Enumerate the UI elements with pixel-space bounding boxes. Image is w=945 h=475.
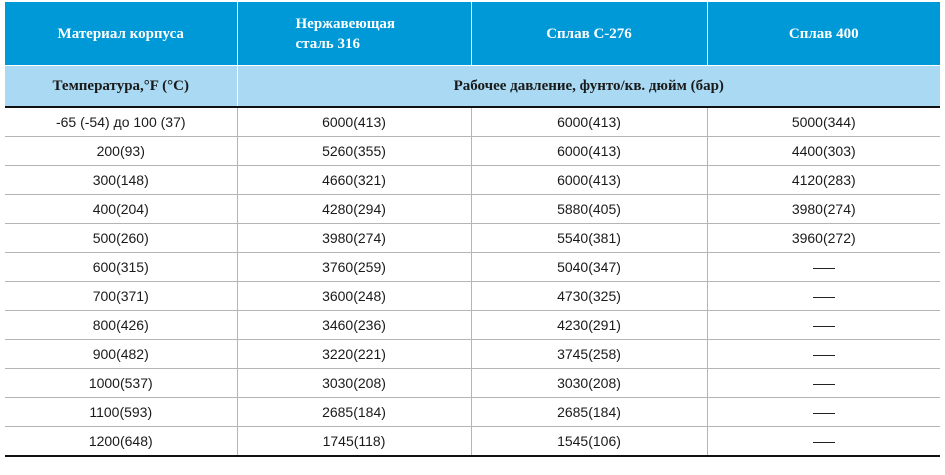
cell-temperature: -65 (-54) до 100 (37) <box>5 107 237 137</box>
header-ss-line1: Нержавеющая <box>295 15 396 32</box>
cell-temperature: 900(482) <box>5 340 237 369</box>
cell-alloy-400: 3960(272) <box>707 224 940 253</box>
cell-alloy-400: 4120(283) <box>707 166 940 195</box>
cell-stainless-316: 2685(184) <box>237 398 471 427</box>
cell-stainless-316: 5260(355) <box>237 137 471 166</box>
subheader-pressure: Рабочее давление, фунто/кв. дюйм (бар) <box>237 66 940 108</box>
cell-stainless-316: 3030(208) <box>237 369 471 398</box>
cell-alloy-c276: 1545(106) <box>471 427 707 457</box>
not-applicable-dash <box>813 268 835 269</box>
table-row <box>5 253 940 282</box>
not-applicable-dash <box>813 326 835 327</box>
subheader-row <box>5 66 940 108</box>
table-row <box>5 107 940 137</box>
cell-stainless-316: 4660(321) <box>237 166 471 195</box>
cell-alloy-c276: 4230(291) <box>471 311 707 340</box>
header-ss-line2: сталь 316 <box>295 35 360 52</box>
table-row <box>5 369 940 398</box>
cell-stainless-316: 3980(274) <box>237 224 471 253</box>
cell-alloy-400: 3980(274) <box>707 195 940 224</box>
table-row <box>5 166 940 195</box>
cell-temperature: 1200(648) <box>5 427 237 457</box>
cell-stainless-316: 4280(294) <box>237 195 471 224</box>
cell-alloy-c276: 6000(413) <box>471 137 707 166</box>
table-row <box>5 311 940 340</box>
cell-alloy-c276: 4730(325) <box>471 282 707 311</box>
cell-temperature: 1100(593) <box>5 398 237 427</box>
cell-alloy-c276: 2685(184) <box>471 398 707 427</box>
cell-alloy-400 <box>707 369 940 398</box>
cell-alloy-c276: 3030(208) <box>471 369 707 398</box>
cell-alloy-c276: 6000(413) <box>471 107 707 137</box>
cell-temperature: 400(204) <box>5 195 237 224</box>
not-applicable-dash <box>813 442 835 443</box>
table-row <box>5 427 940 457</box>
cell-alloy-c276: 5040(347) <box>471 253 707 282</box>
table-row <box>5 340 940 369</box>
cell-alloy-400 <box>707 427 940 457</box>
cell-alloy-400: 5000(344) <box>707 107 940 137</box>
not-applicable-dash <box>813 384 835 385</box>
cell-temperature: 300(148) <box>5 166 237 195</box>
header-row <box>5 2 940 66</box>
cell-stainless-316: 1745(118) <box>237 427 471 457</box>
not-applicable-dash <box>813 355 835 356</box>
cell-alloy-400 <box>707 398 940 427</box>
cell-alloy-400 <box>707 311 940 340</box>
cell-stainless-316: 3760(259) <box>237 253 471 282</box>
table-body <box>5 107 940 456</box>
header-alloy-c276: Сплав C-276 <box>471 2 707 66</box>
cell-alloy-c276: 6000(413) <box>471 166 707 195</box>
cell-stainless-316: 3600(248) <box>237 282 471 311</box>
table-row <box>5 195 940 224</box>
cell-stainless-316: 3460(236) <box>237 311 471 340</box>
table-row <box>5 398 940 427</box>
cell-temperature: 800(426) <box>5 311 237 340</box>
not-applicable-dash <box>813 413 835 414</box>
cell-alloy-400 <box>707 253 940 282</box>
header-stainless-steel-316 <box>237 2 471 66</box>
cell-temperature: 200(93) <box>5 137 237 166</box>
cell-alloy-c276: 5540(381) <box>471 224 707 253</box>
table-row <box>5 282 940 311</box>
cell-alloy-c276: 3745(258) <box>471 340 707 369</box>
header-material: Материал корпуса <box>5 2 237 66</box>
cell-temperature: 700(371) <box>5 282 237 311</box>
cell-alloy-400 <box>707 340 940 369</box>
cell-alloy-c276: 5880(405) <box>471 195 707 224</box>
cell-temperature: 1000(537) <box>5 369 237 398</box>
not-applicable-dash <box>813 297 835 298</box>
subheader-temperature: Температура,°F (°C) <box>5 66 237 108</box>
cell-temperature: 600(315) <box>5 253 237 282</box>
cell-alloy-400: 4400(303) <box>707 137 940 166</box>
pressure-rating-table <box>5 2 940 457</box>
cell-stainless-316: 3220(221) <box>237 340 471 369</box>
table-row <box>5 224 940 253</box>
cell-stainless-316: 6000(413) <box>237 107 471 137</box>
header-alloy-400: Сплав 400 <box>707 2 940 66</box>
cell-temperature: 500(260) <box>5 224 237 253</box>
table-row <box>5 137 940 166</box>
cell-alloy-400 <box>707 282 940 311</box>
